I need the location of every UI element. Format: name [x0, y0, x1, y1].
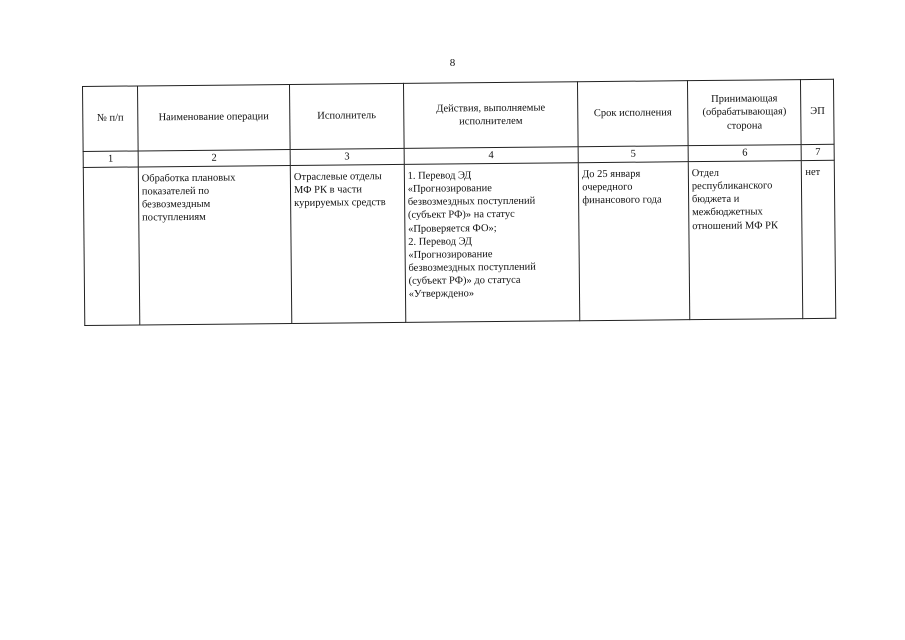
table-header-row — [83, 79, 835, 151]
table-row — [83, 160, 835, 325]
page-number: 8 — [449, 57, 456, 69]
header-ep: ЭП — [801, 79, 834, 144]
header-number: № п/п — [83, 86, 138, 152]
cell-receiver: Отдел республиканского бюджета и межбюджетных отношений МФ РК — [688, 161, 803, 320]
cell-actions: 1. Перевод ЭД «Прогнозирование безвозмездных поступлений (субъект РФ)» на статус «Проверяется ФО»; 2. Перевод ЭД «Прогнозирование безвозмездных поступлений (субъект РФ)» до статуса «Утверждено» — [404, 163, 580, 323]
header-actions: Действия, выполняемые исполнителем — [403, 82, 578, 149]
column-number-3: 3 — [290, 148, 404, 165]
cell-operation: Обработка плановых показателей по безвозмездным поступлениям — [138, 166, 292, 325]
column-number-6: 6 — [688, 145, 802, 162]
operations-table — [82, 79, 836, 326]
cell-ep: нет — [802, 160, 836, 318]
column-number-4: 4 — [404, 147, 579, 165]
column-number-1: 1 — [83, 151, 138, 168]
column-number-7: 7 — [802, 144, 835, 160]
cell-number — [83, 167, 139, 326]
header-deadline: Срок исполнения — [578, 81, 688, 147]
column-number-5: 5 — [578, 146, 688, 163]
header-receiver: Принимающая (обрабатывающая) сторона — [687, 80, 801, 146]
header-executor: Исполнитель — [290, 83, 404, 149]
document-table-wrapper — [82, 79, 844, 326]
column-number-2: 2 — [138, 150, 290, 167]
cell-deadline: До 25 января очередного финансового года — [578, 162, 689, 321]
cell-executor: Отраслевые отделы МФ РК в части курируемых средств — [290, 164, 405, 323]
header-operation: Наименование операции — [137, 85, 290, 151]
